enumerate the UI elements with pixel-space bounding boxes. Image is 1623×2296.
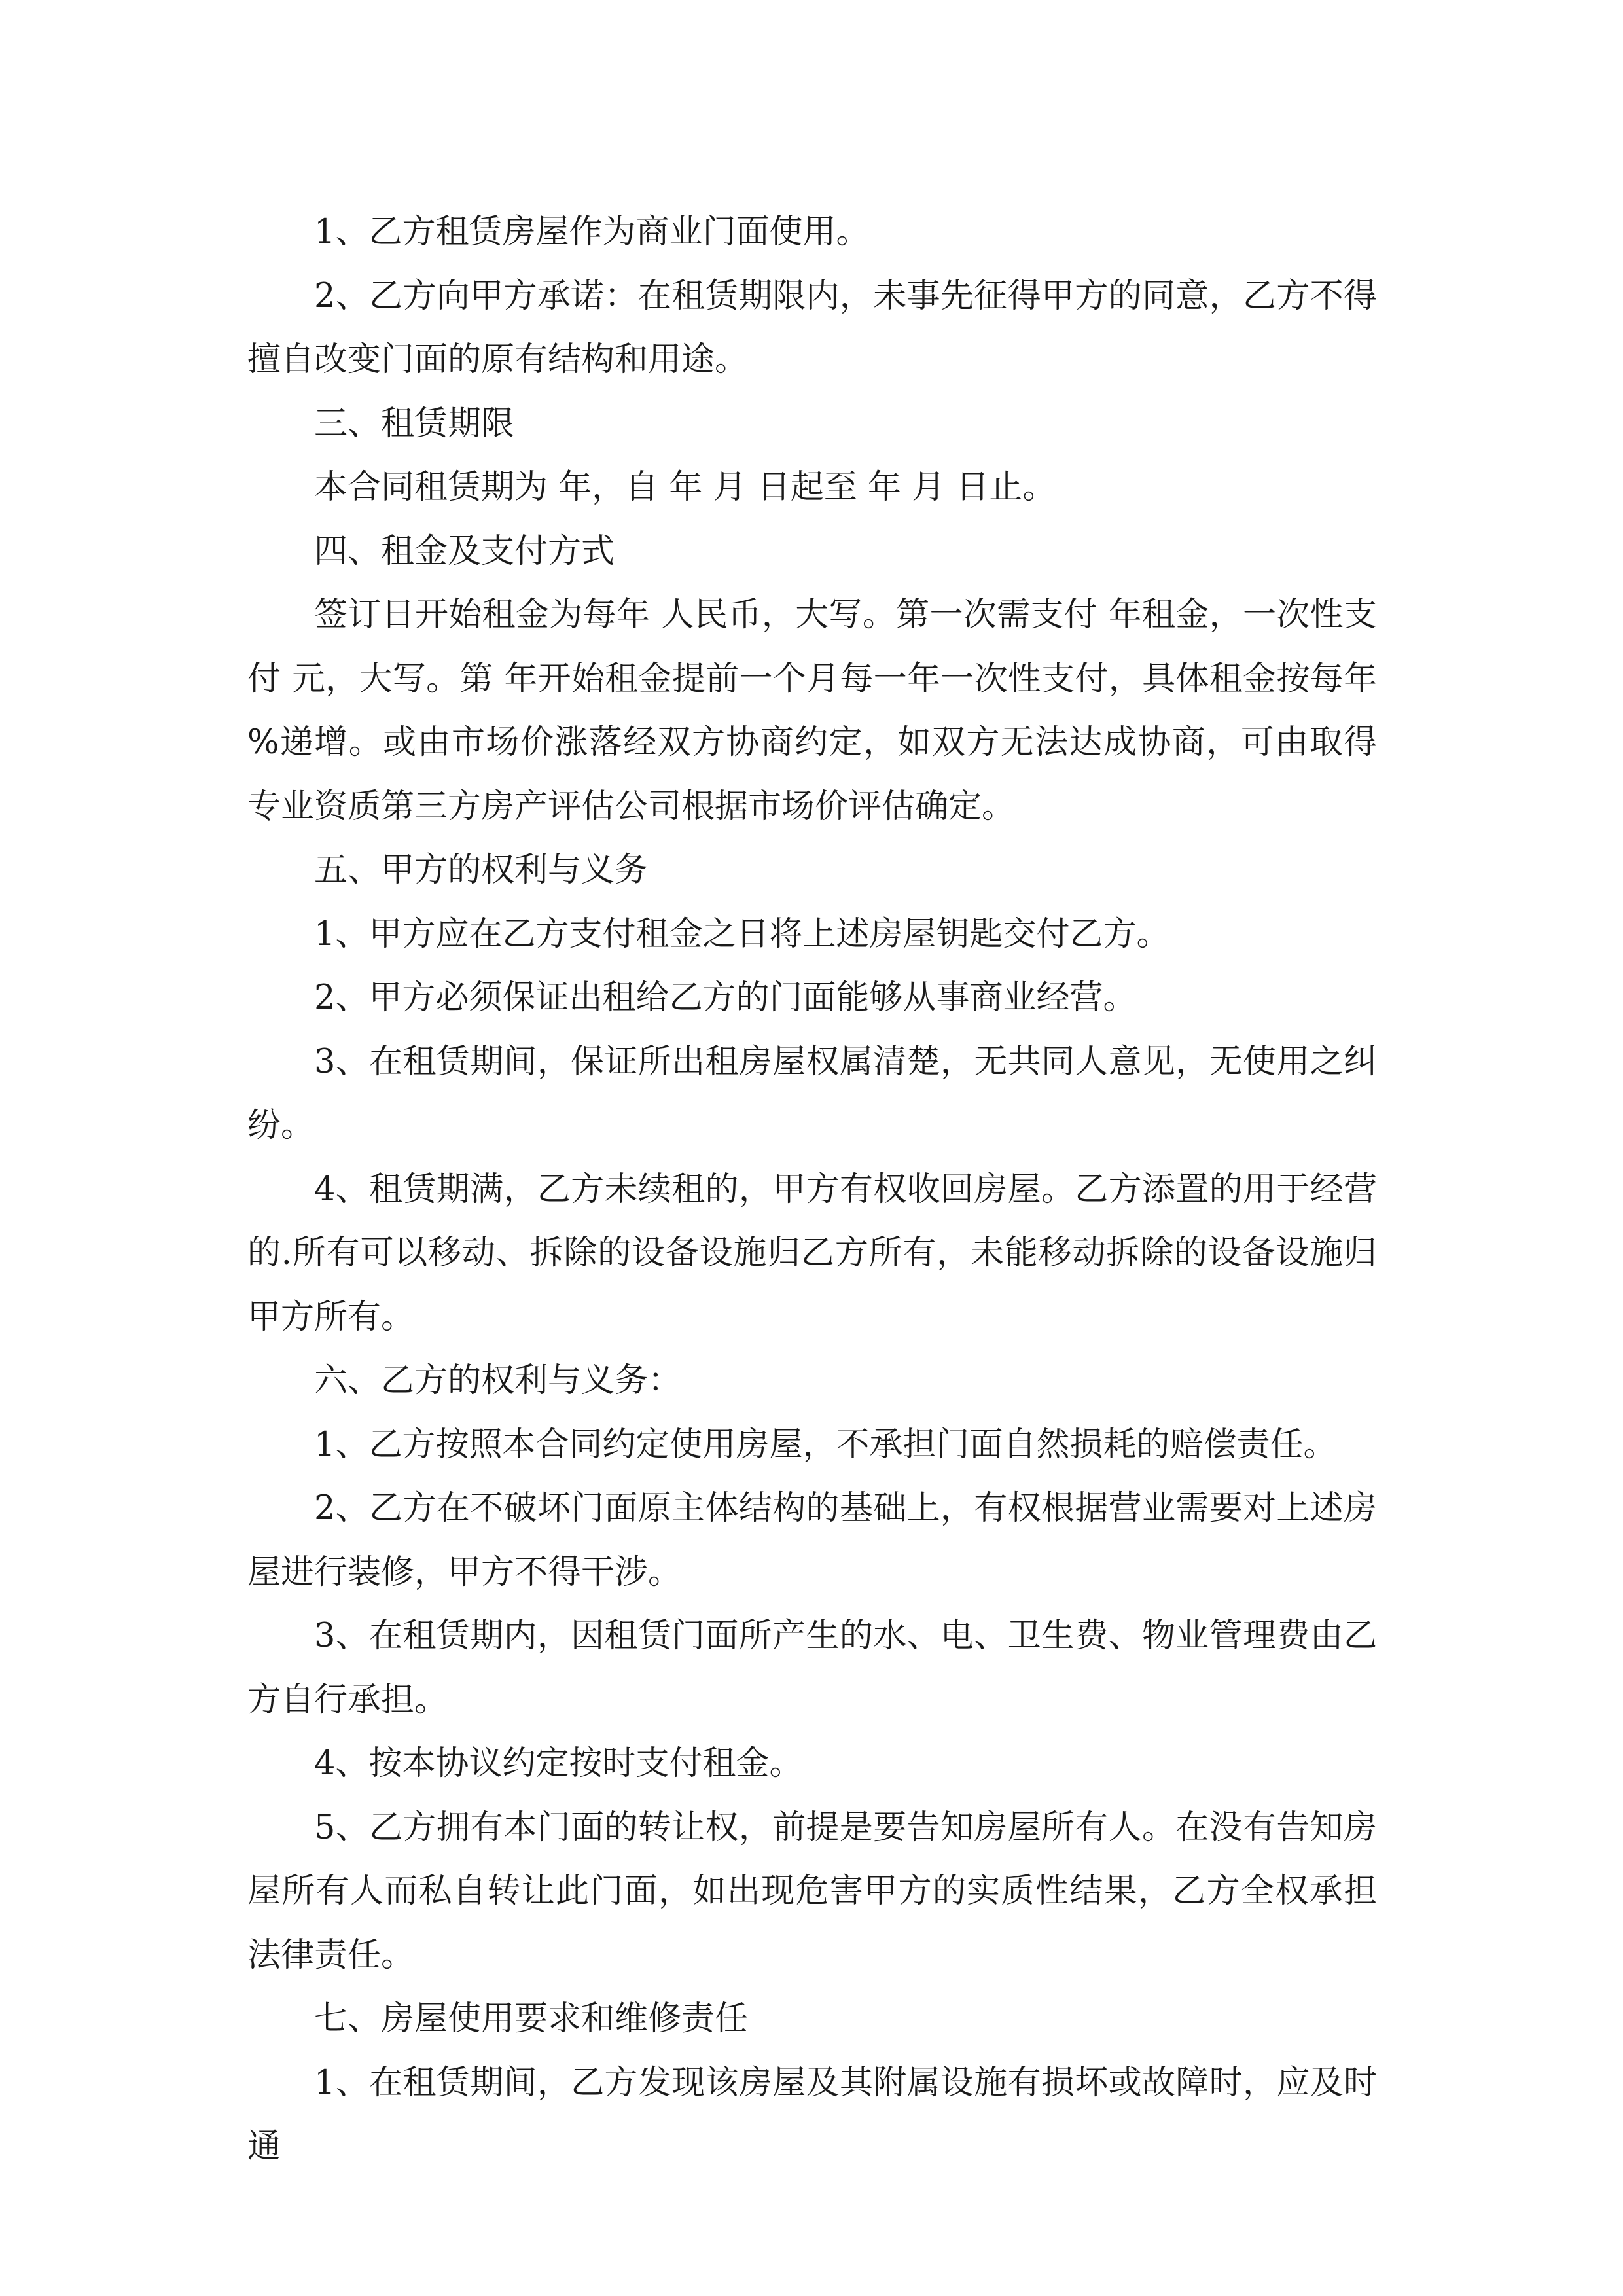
section-heading-lessor-rights: 五、甲方的权利与义务: [314, 851, 649, 889]
clause-use-purpose: 1、乙方租赁房屋作为商业门面使用。: [314, 213, 870, 251]
section-heading-maintenance: 七、房屋使用要求和维修责任: [314, 2000, 749, 2038]
clause-lessee-pay-rent: 4、按本协议约定按时支付租金。: [314, 1744, 803, 1783]
clause-no-alteration: 2、乙方向甲方承诺：在租赁期限内，未事先征得甲方的同意，乙方不得擅自改变门面的原有结构和用途。: [247, 276, 1377, 379]
clause-lessor-ownership: 3、在租赁期间，保证所出租房屋权属清楚，无共同人意见，无使用之纠纷。: [247, 1042, 1377, 1145]
clause-maintenance-notify: 1、在租赁期间，乙方发现该房屋及其附属设施有损坏或故障时，应及时通: [247, 2063, 1377, 2166]
section-heading-lease-term: 三、租赁期限: [314, 404, 515, 443]
clause-lessor-business-use: 2、甲方必须保证出租给乙方的门面能够从事商业经营。: [314, 978, 1137, 1017]
clause-lessee-utilities: 3、在租赁期内，因租赁门面所产生的水、电、卫生费、物业管理费由乙方自行承担。: [247, 1617, 1377, 1719]
section-heading-lessee-rights: 六、乙方的权利与义务：: [314, 1361, 682, 1400]
clause-lessee-use: 1、乙方按照本合同约定使用房屋，不承担门面自然损耗的赔偿责任。: [314, 1425, 1337, 1464]
document-body: [247, 200, 1377, 2179]
clause-lease-term: 本合同租赁期为 年，自 年 月 日起至 年 月 日止。: [314, 468, 1056, 507]
clause-lessee-transfer: 5、乙方拥有本门面的转让权，前提是要告知房屋所有人。在没有告知房屋所有人而私自转让此门面，如出现危害甲方的实质性结果，乙方全权承担法律责任。: [247, 1808, 1377, 1975]
clause-rent-payment: 签订日开始租金为每年 人民币，大写。第一次需支付 年租金，一次性支付 元，大写。第 年开始租金提前一个月每一年一次性支付，具体租金按每年 %递增。或由市场价涨落经双方协商约定，如双方无法达成协商，可由取得专业资质第三方房产评估公司根据市场价评估确定。: [247, 596, 1377, 826]
clause-lessor-lease-end: 4、租赁期满，乙方未续租的，甲方有权收回房屋。乙方添置的用于经营的.所有可以移动、拆除的设备设施归乙方所有，未能移动拆除的设备设施归甲方所有。: [247, 1170, 1377, 1336]
section-heading-rent-payment: 四、租金及支付方式: [314, 531, 615, 571]
clause-lessee-renovation: 2、乙方在不破坏门面原主体结构的基础上，有权根据营业需要对上述房屋进行装修，甲方不得干涉。: [247, 1489, 1377, 1592]
clause-lessor-keys: 1、甲方应在乙方支付租金之日将上述房屋钥匙交付乙方。: [314, 914, 1170, 954]
